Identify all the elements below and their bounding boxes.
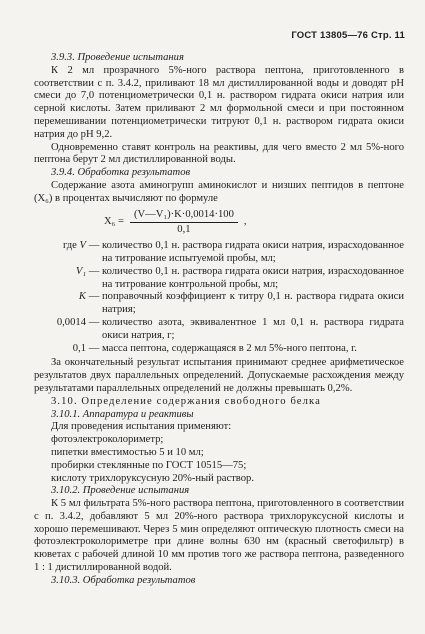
symbol: V₁ [75,265,86,277]
definition-symbol: 0,0014 [56,316,86,328]
paragraph: Одновременно ставят контроль на реактивы, для чего вместо 2 мл 5%-ного пептона берут 2 мл дистиллированной воды. [34,141,404,166]
definition-item [34,266,404,292]
section-heading-3-9-4: 3.9.4. Обработка результатов [51,167,191,179]
dash: — [88,291,100,303]
section-heading-3-10-3: 3.10.3. Обработка результатов [51,574,196,586]
dash: — [88,342,100,354]
formula-lhs: X₆ = [104,216,124,228]
dash: — [88,265,100,277]
formula-fraction [130,209,238,238]
formula-numerator: (V—V₁)·K·0,0014·100 [130,209,238,224]
list-item: фотоэлектроколориметр; [51,434,164,446]
paragraph: Содержание азота аминогрупп аминокислот и низших пептидов в пептоне (X₆) в процентах вычисляют по формуле [34,179,404,204]
definition-item [34,291,404,317]
paragraph: За окончательный результат испытания принимают среднее арифметическое результатов двух параллельных определений. Допускаемые расхождения между результатами параллельных определений не должны превышать 0,2%. [34,357,404,394]
definition-symbol [34,266,86,292]
definition-symbol [34,291,86,317]
formula-tail: , [243,216,247,228]
section-heading-3-10-1: 3.10.1. Аппаратура и реактивы [51,408,194,420]
symbol: K [78,291,86,303]
paragraph: К 5 мл фильтрата 5%-ного раствора пептона, приготовленного в соответствии с п. 3.4.2, добавляют 5 мл 20%-ного раствора трихлоруксусной кислоты и хорошо перемешивают. Через 5 мин определяют оптическую плотность смеси на фотоэлектроколориметре при длине волны 630 нм (красный светофильтр) в кюветах с рабочей длиной 10 мм против того же раствора пептона, разведенного 1 : 1 дистиллированной водой. [34,498,404,574]
section-heading-3-10: 3.10. Определение содержания свободного белка [51,395,321,407]
definition-item [34,343,404,356]
where-label: где [62,240,77,252]
formula [104,209,404,238]
formula-denominator: 0,1 [177,224,191,236]
equipment-list [34,434,404,485]
definition-text: поправочный коэффициент к титру 0,1 н. раствора гидрата окиси натрия; [102,291,404,316]
section-heading-3-10-2: 3.10.2. Проведение испытания [51,485,190,497]
definition-text: количество 0,1 н. раствора гидрата окиси натрия, израсходованное на титрование контрольной пробы, мл; [102,265,404,290]
document-body [34,52,404,588]
list-item: пипетки вместимостью 5 и 10 мл; [51,446,204,458]
definitions-list [34,240,404,355]
definition-text: масса пептона, содержащаяся в 2 мл 5%-ного пептона, г. [102,342,357,354]
page-header: ГОСТ 13805—76 Стр. 11 [291,30,405,41]
definition-item [34,317,404,343]
symbol: V [79,240,86,252]
dash: — [88,316,100,328]
definition-text: количество азота, эквивалентное 1 мл 0,1 н. раствора гидрата окиси натрия, г; [102,316,404,341]
dash: — [88,240,100,252]
definition-item [34,240,404,266]
section-heading-3-9-3: 3.9.3. Проведение испытания [51,52,184,63]
definition-symbol: 0,1 [72,342,86,354]
paragraph: К 2 мл прозрачного 5%-ного раствора пептона, приготовленного в соответствии с п. 3.4.2, приливают 18 мл дистиллированной воды и доводят pH смеси до 7,0 потенциометрически 0,1 н. раствором гидрата окиси натрия или серной кислоты. Затем приливают 2 мл формольной смеси и при постоянном перемешивании потенциометрически титруют 0,1 н. раствором гидрата окиси натрия до pH 9,2. [34,64,404,140]
paragraph: Для проведения испытания применяют: [51,421,232,433]
definition-symbol [34,240,86,266]
list-item: кислоту трихлоруксусную 20%-ный раствор. [51,472,254,484]
definition-text: количество 0,1 н. раствора гидрата окиси натрия, израсходованное на титрование испытуемой пробы, мл; [102,240,404,264]
list-item: пробирки стеклянные по ГОСТ 10515—75; [51,459,247,471]
